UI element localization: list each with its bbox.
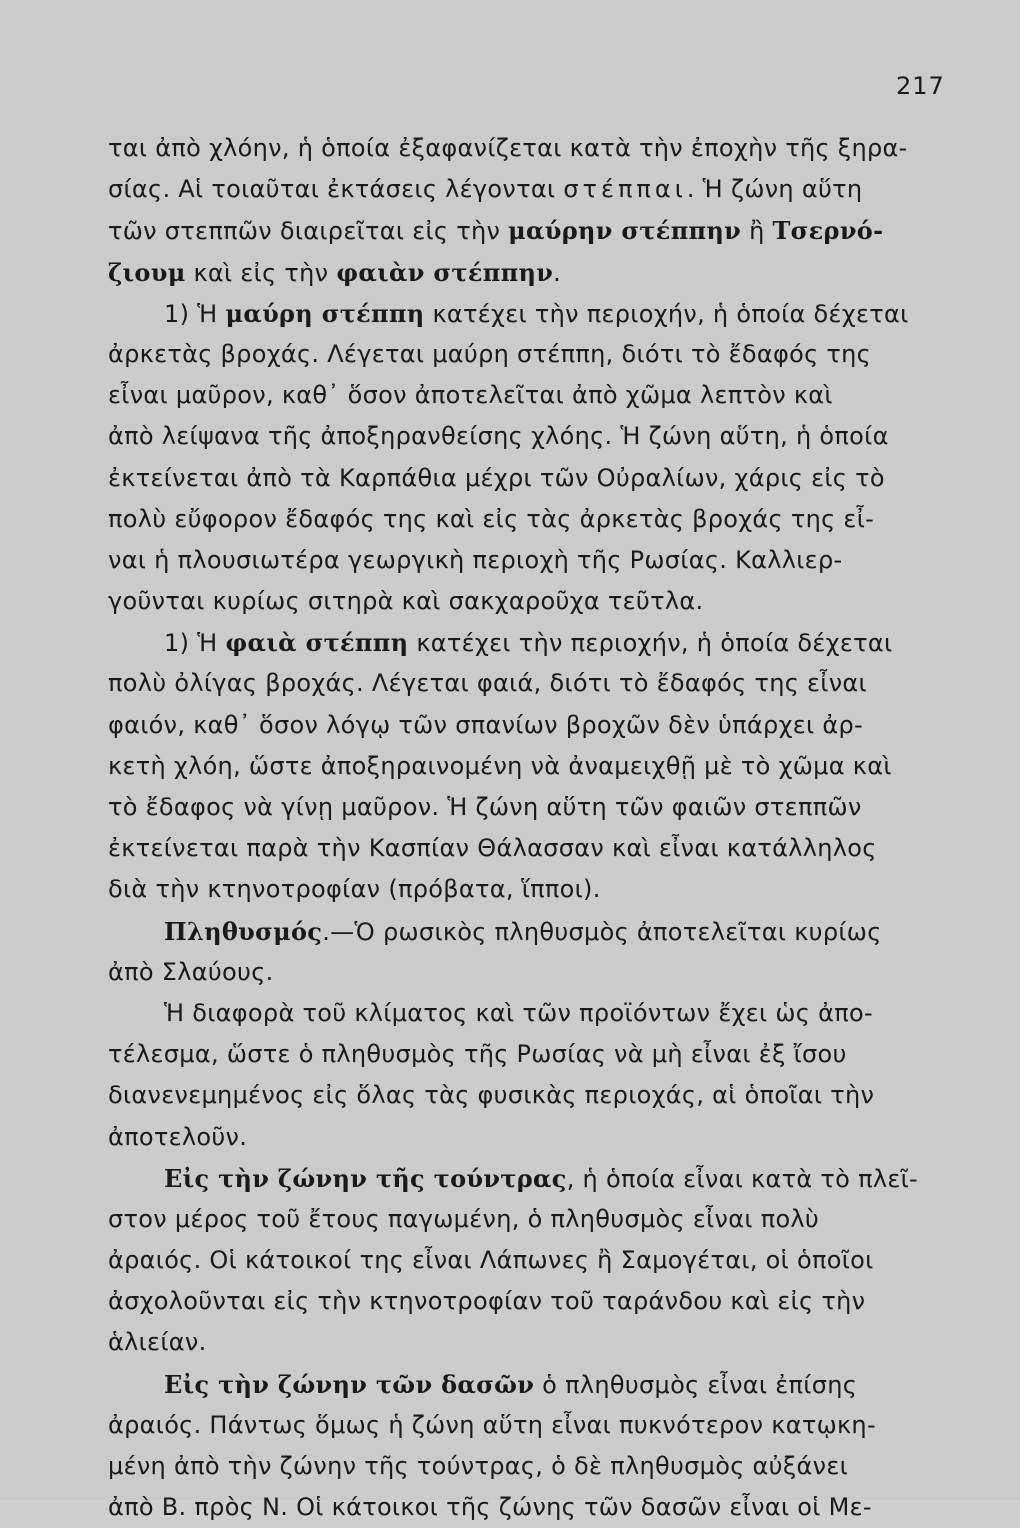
- text-line: γοῦνται κυρίως σιτηρὰ καὶ σακχαροῦχα τεῦτλα.: [108, 587, 704, 616]
- text-line: διὰ τὴν κτηνοτροφίαν (πρόβατα, ἵπποι).: [108, 875, 601, 904]
- bold-term: μαύρην στέππην: [508, 216, 742, 246]
- text-line: ἀραιός. Οἱ κάτοικοί της εἶναι Λάπωνες ἢ Σαμογέται, οἱ ὁποῖοι: [108, 1246, 874, 1275]
- spaced-term: στέππαι: [563, 175, 687, 204]
- text-line: τὸ ἔδαφος νὰ γίνῃ μαῦρον. Ἡ ζώνη αὕτη τῶν φαιῶν στεππῶν: [108, 793, 862, 821]
- text-line: πολὺ ὀλίγας βροχάς. Λέγεται φαιά, διότι τὸ ἔδαφός της εἶναι: [108, 669, 867, 698]
- text-line: Εἰς τὴν ζώνην τῶν δασῶν ὁ πληθυσμὸς εἶναι ἐπίσης: [164, 1369, 858, 1399]
- text-line: ἐκτείνεται ἀπὸ τὰ Καρπάθια μέχρι τῶν Οὐραλίων, χάρις εἰς τὸ: [108, 463, 885, 492]
- text-line: 1) Ἡ μαύρη στέππη κατέχει τὴν περιοχήν, ἡ ὁποία δέχεται: [164, 298, 909, 328]
- text-line: διανενεμημένος εἰς ὅλας τὰς φυσικὰς περιοχάς, αἱ ὁποῖαι τὴν: [108, 1081, 875, 1110]
- text-line: ἀποτελοῦν.: [108, 1122, 248, 1151]
- text-line: Πληθυσμός.—Ὁ ρωσικὸς πληθυσμὸς ἀποτελεῖται κυρίως: [164, 916, 882, 946]
- page-number: 217: [896, 72, 945, 100]
- text-line: ται ἀπὸ χλόην, ἡ ὁποία ἐξαφανίζεται κατὰ τὴν ἐποχὴν τῆς ξηρα-: [108, 134, 908, 162]
- text-line: ἁλιείαν.: [108, 1328, 207, 1357]
- text-line: Ἡ διαφορὰ τοῦ κλίματος καὶ τῶν προϊόντων ἔχει ὡς ἀπο-: [164, 998, 873, 1027]
- text-line: μένη ἀπὸ τὴν ζώνην τῆς τούντρας, ὁ δὲ πληθυσμὸς αὐξάνει: [108, 1452, 849, 1480]
- text-line: τῶν στεππῶν διαιρεῖται εἰς τὴν μαύρην στέππην ἢ Τσερνό-: [108, 216, 884, 246]
- bold-term: ζιουμ: [108, 257, 186, 287]
- text-line: πολὺ εὔφορον ἔδαφός της καὶ εἰς τὰς ἀρκετὰς βροχάς της εἶ-: [108, 504, 875, 533]
- text-line: ἀπὸ λείψανα τῆς ἀποξηρανθείσης χλόης. Ἡ ζώνη αὕτη, ἡ ὁποία: [108, 422, 889, 451]
- text-line: στον μέρος τοῦ ἔτους παγωμένη, ὁ πληθυσμὸς εἶναι πολὺ: [108, 1204, 820, 1233]
- text-line: ἀπὸ Σλαύους.: [108, 957, 274, 986]
- bold-term: φαιὰ στέππη: [225, 628, 409, 658]
- text-line: σίας. Αἱ τοιαῦται ἐκτάσεις λέγονται στέππαι. Ἡ ζώνη αὕτη: [108, 175, 863, 204]
- text-line: τέλεσμα, ὥστε ὁ πληθυσμὸς τῆς Ρωσίας νὰ μὴ εἶναι ἐξ ἴσου: [108, 1040, 847, 1069]
- text-line: ἀρκετὰς βροχάς. Λέγεται μαύρη στέππη, διότι τὸ ἔδαφός της: [108, 339, 872, 368]
- body-text: [108, 128, 968, 1528]
- text-line: ἀσχολοῦνται εἰς τὴν κτηνοτροφίαν τοῦ ταράνδου καὶ εἰς τὴν: [108, 1287, 866, 1316]
- text-line: ἐκτείνεται παρὰ τὴν Κασπίαν Θάλασσαν καὶ εἶναι κατάλληλος: [108, 834, 877, 863]
- text-line: ναι ἡ πλουσιωτέρα γεωργικὴ περιοχὴ τῆς Ρωσίας. Καλλιερ-: [108, 545, 843, 574]
- text-line: κετὴ χλόη, ὥστε ἀποξηραινομένη νὰ ἀναμειχθῇ μὲ τὸ χῶμα καὶ: [108, 751, 892, 780]
- text-line: ἀραιός. Πάντως ὅμως ἡ ζώνη αὕτη εἶναι πυκνότερον κατῳκη-: [108, 1410, 876, 1439]
- text-line: 1) Ἡ φαιὰ στέππη κατέχει τὴν περιοχήν, ἡ ὁποία δέχεται: [164, 628, 893, 658]
- bold-term: Εἰς τὴν ζώνην τῆς τούντρας: [164, 1163, 567, 1193]
- text-line: ἀπὸ Β. πρὸς Ν. Οἱ κάτοικοι τῆς ζώνης τῶν δασῶν εἶναι οἱ Με-: [108, 1493, 872, 1522]
- text-line: Εἰς τὴν ζώνην τῆς τούντρας, ἡ ὁποία εἶναι κατὰ τὸ πλεῖ-: [164, 1163, 918, 1193]
- bold-term: Εἰς τὴν ζώνην τῶν δασῶν: [164, 1369, 535, 1399]
- bold-term: φαιὰν στέππην: [336, 257, 554, 287]
- text-line: ζιουμ καὶ εἰς τὴν φαιὰν στέππην.: [108, 257, 562, 287]
- bold-term: Τσερνό-: [772, 216, 884, 246]
- section-heading: Πληθυσμός: [164, 916, 323, 946]
- bold-term: μαύρη στέππη: [225, 298, 425, 328]
- text-line: φαιόν, καθ᾿ ὅσον λόγῳ τῶν σπανίων βροχῶν δὲν ὑπάρχει ἀρ-: [108, 710, 863, 739]
- text-line: εἶναι μαῦρον, καθ᾿ ὅσον ἀποτελεῖται ἀπὸ χῶμα λεπτὸν καὶ: [108, 381, 833, 410]
